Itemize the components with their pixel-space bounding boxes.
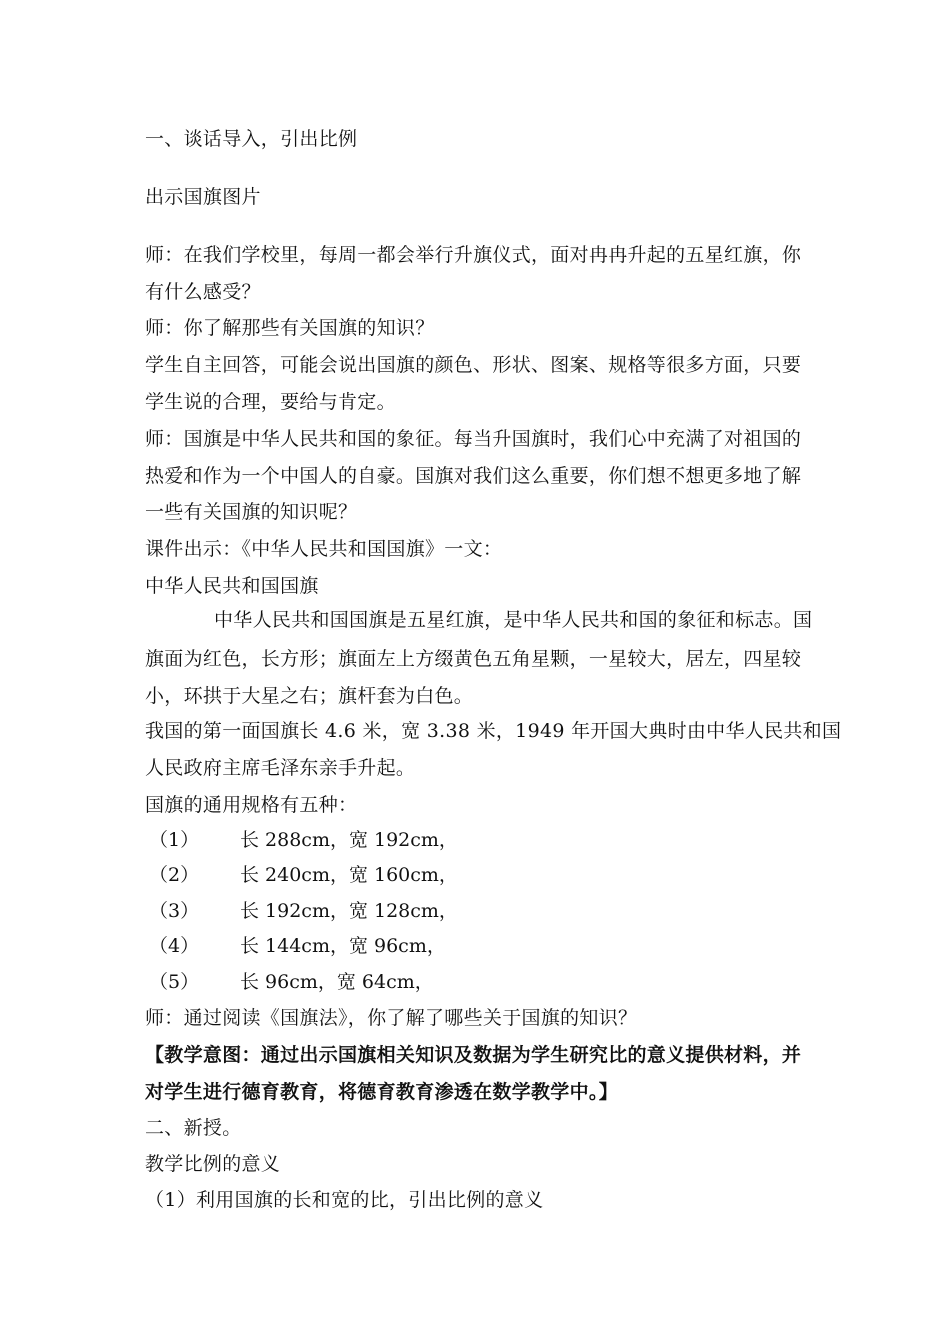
teacher-question-1-line1: 师：在我们学校里，每周一都会举行升旗仪式，面对冉冉升起的五星红旗，你 [145,244,802,266]
specs-intro: 国旗的通用规格有五种： [145,794,358,816]
section2-item1: （1）利用国旗的长和宽的比，引出比例的意义 [145,1189,544,1211]
courseware-text: 课件出示：《中华人民共和国国旗》一文： [145,538,503,560]
article-line2: 旗面为红色，长方形；旗面左上方缀黄色五角星颗，一星较大，居左，四星较 [145,648,802,670]
student-answer-line2: 学生说的合理，要给与肯定。 [145,391,396,413]
spec-number: （2） [149,864,200,886]
show-flag-text: 出示国旗图片 [145,186,261,208]
spec-number: （5） [149,971,200,993]
article-title: 中华人民共和国国旗 [145,575,319,597]
teacher-question-1-line2: 有什么感受？ [145,281,261,303]
section2-subheading: 教学比例的意义 [145,1153,281,1175]
spec-value: 长 240cm，宽 160cm， [240,864,458,886]
spec-number: （3） [149,900,200,922]
spec-value: 长 144cm，宽 96cm， [240,935,446,957]
article-line3: 小，环拱于大星之右；旗杆套为白色。 [145,685,474,707]
teacher-question-4: 师：通过阅读《国旗法》，你了解了哪些关于国旗的知识？ [145,1007,638,1029]
spec-value: 长 96cm，宽 64cm， [240,971,434,993]
spec-number: （1） [149,829,200,851]
teaching-intent-line2: 对学生进行德育教育，将德育教育渗透在数学教学中。】 [145,1081,619,1103]
spec-value: 长 192cm，宽 128cm， [240,900,458,922]
spec-value: 长 288cm，宽 192cm， [240,829,458,851]
teacher-question-3-line1: 师：国旗是中华人民共和国的象征。每当升国旗时，我们心中充满了对祖国的 [145,428,802,450]
teaching-intent-line1: 【教学意图：通过出示国旗相关知识及数据为学生研究比的意义提供材料，并 [145,1044,802,1066]
teacher-question-3-line3: 一些有关国旗的知识呢？ [145,501,358,523]
first-flag-line1: 我国的第一面国旗长 4.6 米，宽 3.38 米，1949 年开国大典时由中华人民共和国 [145,720,842,742]
article-line1: 中华人民共和国国旗是五星红旗，是中华人民共和国的象征和标志。国 [214,609,813,631]
section1-heading: 一、谈话导入，引出比例 [145,128,358,150]
student-answer-line1: 学生自主回答，可能会说出国旗的颜色、形状、图案、规格等很多方面，只要 [145,354,802,376]
teacher-question-2: 师：你了解那些有关国旗的知识？ [145,317,435,339]
teacher-question-3-line2: 热爱和作为一个中国人的自豪。国旗对我们这么重要，你们想不想更多地了解 [145,465,802,487]
first-flag-line2: 人民政府主席毛泽东亲手升起。 [145,757,416,779]
section2-heading: 二、新授。 [145,1117,242,1139]
spec-number: （4） [149,935,200,957]
